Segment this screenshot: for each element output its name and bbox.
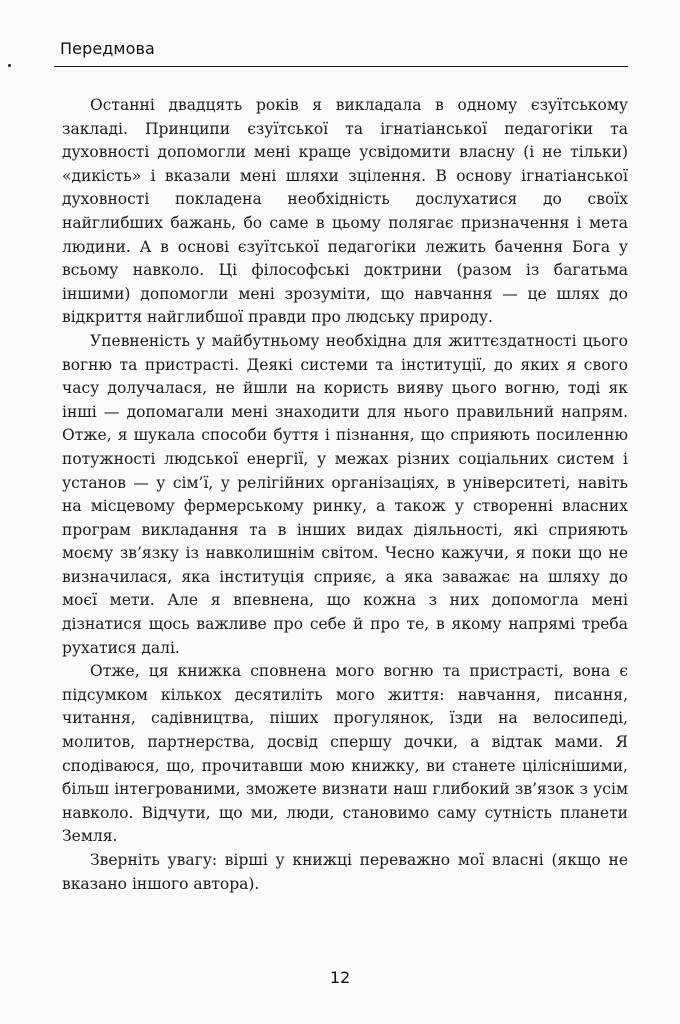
body-text [62,94,628,896]
header-rule [54,66,628,67]
print-speck [8,64,11,67]
page-number: 12 [329,968,351,987]
paragraph-2: Упевненість у майбутньому необхідна для життєздатності цього вогню та пристрасті. Деякі системи та інституції, до яких я свого часу долучалася, не йшли на користь вияву цього вогню, тоді як інші — допомагали мені знаходити для нього правильний напрям. Отже, я шукала способи буття і пізнання, що сприяють посиленню потужності людської енергії, у межах різних соціальних систем і установ — у сім’ї, у релігійних організаціях, в університеті, навіть на місцевому фермерському ринку, а також у створенні власних програм викладання та в інших видах діяльності, які сприяють моєму зв’язку із навколишнім світом. Чесно кажучи, я поки що не визначилася, яка інституція сприяє, а яка заважає на шляху до моєї мети. Але я впевнена, що кожна з них допомогла мені дізнатися щось важливе про себе й про те, в якому напрямі треба рухатися далі. [62,331,628,657]
paragraph-1: Останні двадцять років я викладала в одному єзуїтському закладі. Принципи єзуїтської та ігнатіанської педагогіки та духовності допомогли мені краще усвідомити власну (і не тільки) «дикість» і вказали мені шляхи зцілення. В основу ігнатіанської духовності покладена необхідність дослухатися до своїх найглибших бажань, бо саме в цьому полягає призначення і мета людини. А в основі єзуїтської педагогіки лежить бачення Бога у всьому навколо. Ці філософські доктрини (разом із багатьма іншими) допомогли мені зрозуміти, що навчання — це шлях до відкриття найглибшої правди про людську природу. [62,96,628,327]
running-head: Передмова [60,39,155,58]
paragraph-4: Зверніть увагу: вірші у книжці переважно мої власні (якщо не вказано іншого автора). [62,851,628,893]
paragraph-3: Отже, ця книжка сповнена мого вогню та пристрасті, вона є підсумком кількох десятиліть мого життя: навчання, писання, читання, садівництва, піших прогулянок, їзди на велосипеді, молитов, партнерства, досвід спершу дочки, а відтак мами. Я сподіваюся, що, прочитавши мою книжку, ви станете ціліснішими, більш інтегрованими, зможете визнати наш глибокий зв’язок з усім навколо. Відчути, що ми, люди, становимо саму сутність планети Земля. [62,662,628,846]
